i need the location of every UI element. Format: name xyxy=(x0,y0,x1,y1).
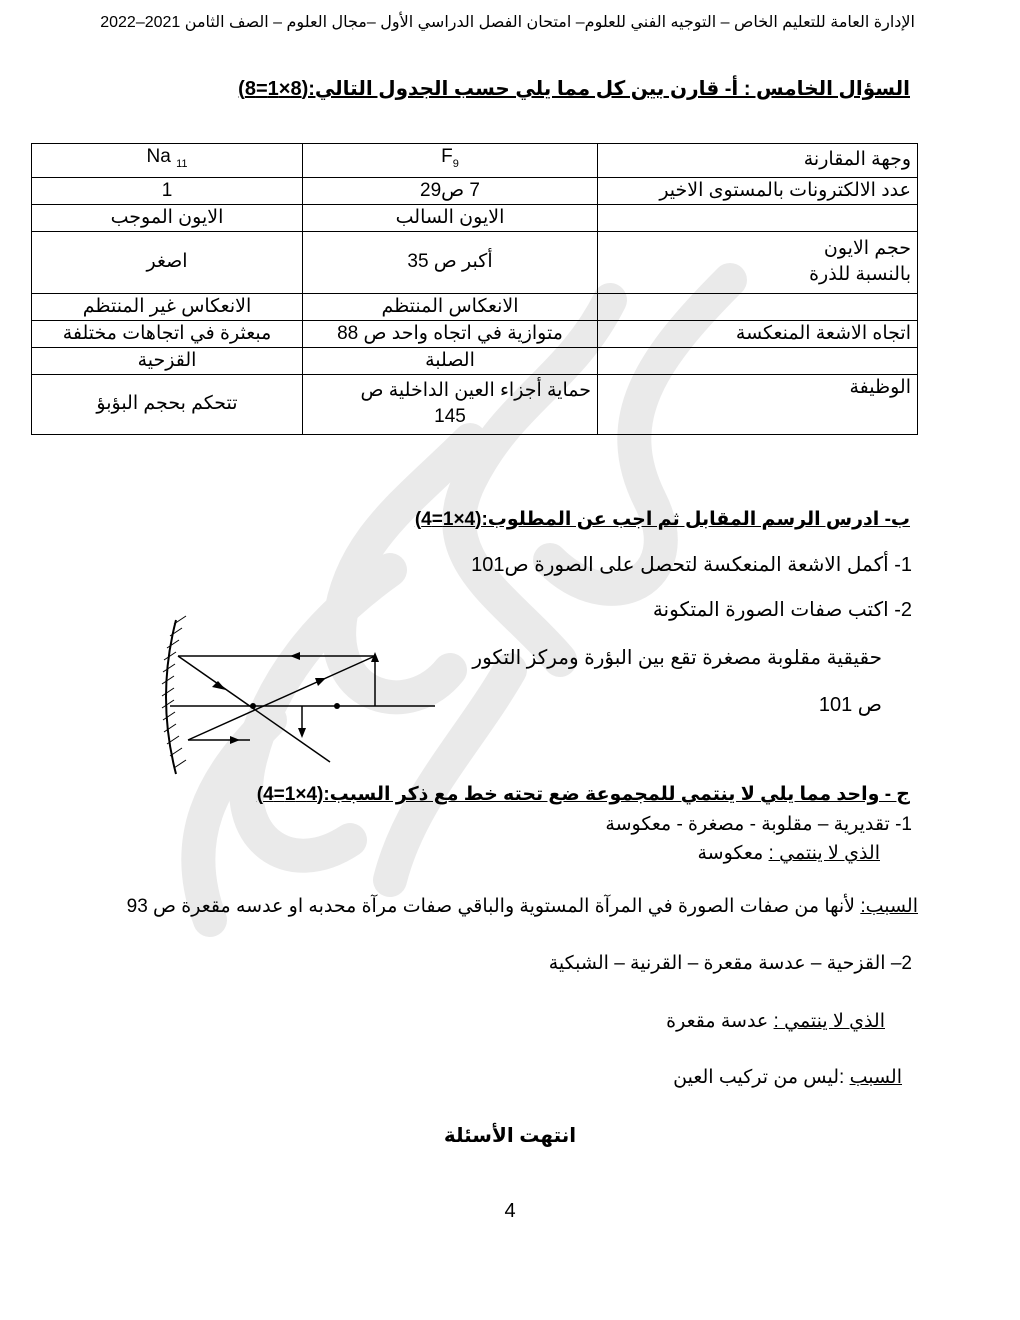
table-cell: عدد الالكترونات بالمستوى الاخير xyxy=(598,177,918,204)
image-arrow-head xyxy=(298,728,306,738)
section-c-item1-answer xyxy=(698,842,881,865)
focal-point xyxy=(250,703,256,709)
table-cell: الانعكاس غير المنتظم xyxy=(32,293,303,320)
aspect-header: وجهة المقارنة xyxy=(598,144,918,178)
section-b-answer-page: ص 101 xyxy=(818,694,882,716)
section-c-title: ج - واحد مما يلي لا ينتمي للمجموعة ضع تحته خط مع ذكر السبب:(4×1=4) xyxy=(256,784,910,805)
table-row xyxy=(32,293,918,320)
table-cell: متوازية في اتجاه واحد ص 88 xyxy=(303,320,598,347)
table-row xyxy=(32,347,918,374)
table-cell: الوظيفة xyxy=(598,374,918,434)
odd-one-label: الذي لا ينتمي : xyxy=(768,843,880,864)
function-line: 145 xyxy=(434,406,466,428)
table-cell xyxy=(303,374,598,434)
section-c-reason1 xyxy=(127,895,918,918)
table-cell xyxy=(598,231,918,293)
section-b-item2: 2- اكتب صفات الصورة المتكونة xyxy=(652,599,912,621)
section-b-title: ب- ادرس الرسم المقابل ثم اجب عن المطلوب:(4×1=4) xyxy=(414,509,910,530)
table-cell xyxy=(598,204,918,231)
table-cell: الانعكاس المنتظم xyxy=(303,293,598,320)
table-cell: مبعثرة في اتجاهات مختلفة xyxy=(32,320,303,347)
table-cell: اصغر xyxy=(32,231,303,293)
function-line: حماية أجزاء العين الداخلية ص xyxy=(360,380,591,402)
reason-label: السبب xyxy=(849,1067,902,1088)
table-cell: تتحكم بحجم البؤبؤ xyxy=(32,374,303,434)
table-row xyxy=(32,374,918,434)
end-text: انتهت الأسئلة xyxy=(443,1125,577,1147)
question5-title: السؤال الخامس : أ- قارن بين كل مما يلي حسب الجدول التالي:(8×1=8) xyxy=(238,78,910,100)
table-cell xyxy=(598,293,918,320)
section-c-item1: 1- تقديرية – مقلوبة - مصغرة - معكوسة xyxy=(605,814,912,835)
page-header: الإدارة العامة للتعليم الخاص – التوجيه الفني للعلوم– امتحان الفصل الدراسي الأول –مجال العلوم – الصف الثامن 2021–2022 xyxy=(100,14,915,31)
table-row xyxy=(32,320,918,347)
reason-text: لأنها من صفات الصورة في المرآة المستوية والباقي صفات مرآة محدبه او عدسه مقعرة ص 93 xyxy=(126,896,861,917)
table-header-row xyxy=(32,144,918,178)
table-row xyxy=(32,177,918,204)
table-cell: 1 xyxy=(32,177,303,204)
aspect-line: حجم الايون xyxy=(823,238,911,260)
table-cell: الايون الموجب xyxy=(32,204,303,231)
center-of-curvature xyxy=(334,703,340,709)
section-c-item2: 2– القزحية – عدسة مقعرة – القرنية – الشبكية xyxy=(548,953,912,974)
reason-text: :ليس من تركيب العين xyxy=(673,1067,850,1088)
table-cell xyxy=(598,347,918,374)
section-b-item1: 1- أكمل الاشعة المنعكسة لتحصل على الصورة ص101 xyxy=(471,554,912,576)
aspect-line: بالنسبة للذرة xyxy=(809,264,911,286)
table-cell: الصلبة xyxy=(303,347,598,374)
end-of-questions xyxy=(0,1123,1020,1148)
comparison-table xyxy=(31,143,918,435)
table-cell: الايون السالب xyxy=(303,204,598,231)
table-cell: 7 ص29 xyxy=(303,177,598,204)
mirror-ray-diagram xyxy=(150,612,450,782)
reason-label: السبب: xyxy=(860,896,918,917)
f-symbol: F xyxy=(441,146,453,167)
na-symbol: Na xyxy=(146,146,171,167)
odd-one-value: معكوسة xyxy=(697,843,769,864)
table-row xyxy=(32,204,918,231)
odd-one-value: عدسة مقعرة xyxy=(666,1011,774,1032)
section-c-item2-answer xyxy=(666,1010,885,1033)
fluorine-header xyxy=(303,144,598,178)
na-atomic-number: 11 xyxy=(176,157,188,170)
sodium-header xyxy=(32,144,303,178)
table-row xyxy=(32,231,918,293)
odd-one-label: الذي لا ينتمي : xyxy=(773,1011,885,1032)
f-atomic-number: 9 xyxy=(452,157,459,170)
table-cell: أكبر ص 35 xyxy=(303,231,598,293)
page-number: 4 xyxy=(504,1200,516,1222)
reflected-ray-through-focus xyxy=(178,656,330,762)
section-c-reason2 xyxy=(673,1066,902,1089)
table-cell: القزحية xyxy=(32,347,303,374)
section-b-answer: حقيقية مقلوبة مصغرة تقع بين البؤرة ومركز التكور xyxy=(472,647,882,669)
table-cell: اتجاه الاشعة المنعكسة xyxy=(598,320,918,347)
